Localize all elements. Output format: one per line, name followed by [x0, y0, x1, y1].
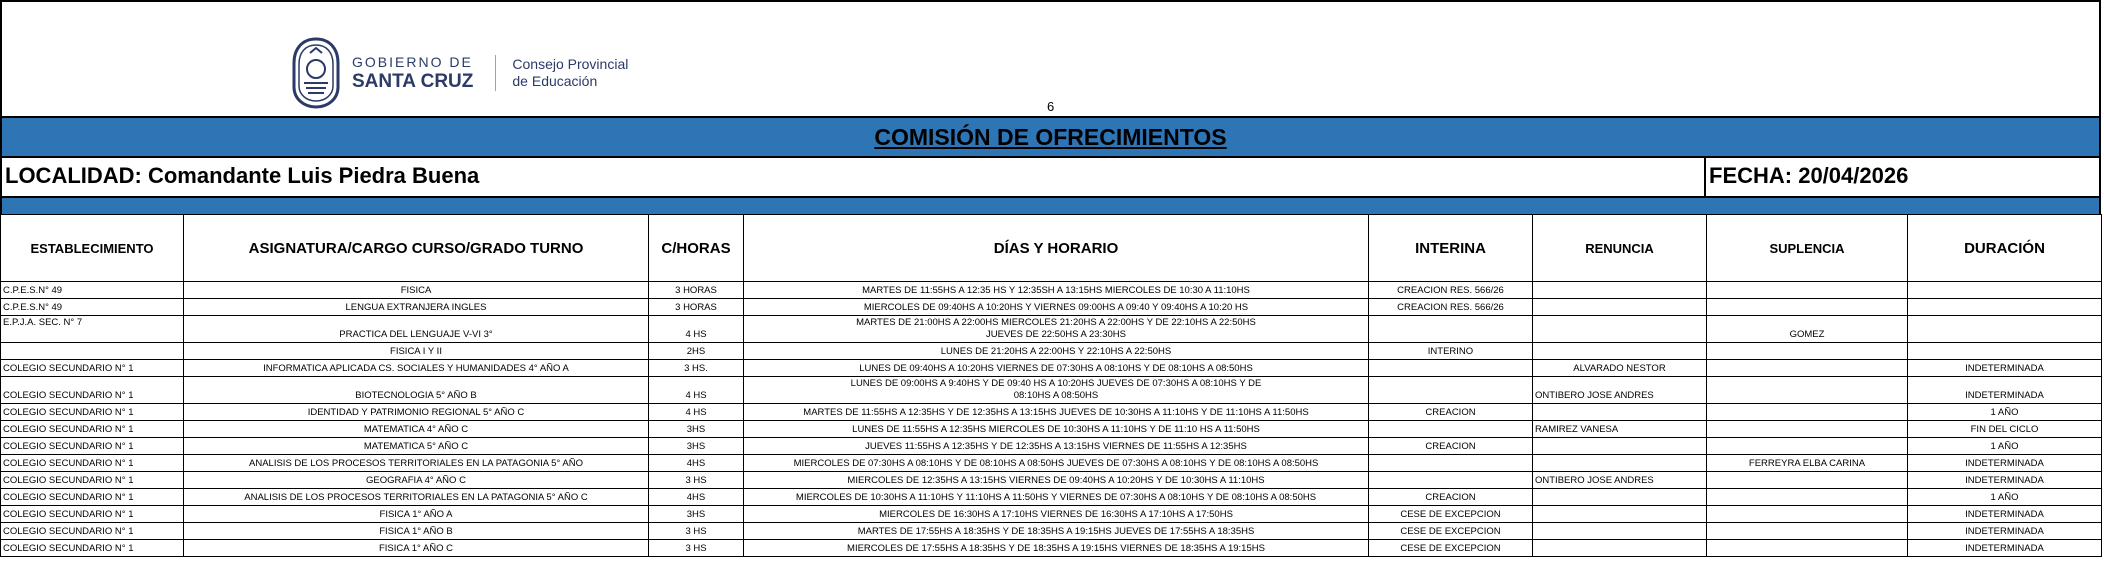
cell-duracion: 1 AÑO	[1908, 404, 2102, 421]
cell-interina: CREACION RES. 566/26	[1369, 299, 1533, 316]
cell-suplencia: GOMEZ	[1707, 316, 1908, 343]
table-row	[1, 523, 2102, 540]
cell-dias-horario: MIERCOLES DE 07:30HS A 08:10HS Y DE 08:10HS A 08:50HS JUEVES DE 07:30HS A 08:10HS Y DE 08:10HS A 08:50HS	[744, 455, 1369, 472]
cell-asignatura: FISICA 1° AÑO B	[184, 523, 649, 540]
cell-renuncia	[1533, 404, 1707, 421]
cell-renuncia: ONTIBERO JOSE ANDRES	[1533, 377, 1707, 404]
cell-renuncia	[1533, 438, 1707, 455]
cell-asignatura: IDENTIDAD Y PATRIMONIO REGIONAL 5° AÑO C	[184, 404, 649, 421]
cell-establecimiento: COLEGIO SECUNDARIO N° 1	[1, 489, 184, 506]
cell-duracion: FIN DEL CICLO	[1908, 421, 2102, 438]
table-row	[1, 506, 2102, 523]
document-title: COMISIÓN DE OFRECIMIENTOS	[874, 124, 1227, 150]
date-label: FECHA: 20/04/2026	[1709, 163, 1909, 188]
government-logo	[290, 37, 628, 109]
cell-establecimiento: COLEGIO SECUNDARIO N° 1	[1, 421, 184, 438]
cell-asignatura: MATEMATICA 5° AÑO C	[184, 438, 649, 455]
cell-establecimiento	[1, 343, 184, 360]
government-name	[352, 55, 473, 91]
council-name	[512, 56, 628, 90]
header-suplencia: SUPLENCIA	[1707, 215, 1908, 282]
cell-dias-horario: MIERCOLES DE 12:35HS A 13:15HS VIERNES DE 09:40HS A 10:20HS Y DE 10:30HS A 11:10HS	[744, 472, 1369, 489]
cell-horas: 2HS	[649, 343, 744, 360]
header-horas: C/HORAS	[649, 215, 744, 282]
gov-line1: GOBIERNO DE	[352, 54, 473, 70]
cell-horas: 3 HORAS	[649, 282, 744, 299]
cell-dias-horario: MARTES DE 21:00HS A 22:00HS MIERCOLES 21:20HS A 22:00HS Y DE 22:10HS A 22:50HS JUEVES DE 22:50HS A 23:30HS	[744, 316, 1369, 343]
cell-interina	[1369, 472, 1533, 489]
cell-suplencia	[1707, 523, 1908, 540]
cell-horas: 3 HS.	[649, 360, 744, 377]
cell-interina: CREACION RES. 566/26	[1369, 282, 1533, 299]
cell-interina: INTERINO	[1369, 343, 1533, 360]
cell-suplencia	[1707, 343, 1908, 360]
cell-suplencia	[1707, 540, 1908, 557]
cell-interina	[1369, 316, 1533, 343]
table-row	[1, 404, 2102, 421]
cell-dias-horario: MIERCOLES DE 09:40HS A 10:20HS Y VIERNES 09:00HS A 09:40 Y 09:40HS A 10:20 HS	[744, 299, 1369, 316]
cell-dias-horario: LUNES DE 21:20HS A 22:00HS Y 22:10HS A 22:50HS	[744, 343, 1369, 360]
cell-interina	[1369, 421, 1533, 438]
provincial-seal-icon	[290, 37, 342, 109]
table-header-row	[1, 215, 2102, 282]
cell-dias-horario: MARTES DE 17:55HS A 18:35HS Y DE 18:35HS A 19:15HS JUEVES DE 17:55HS A 18:35HS	[744, 523, 1369, 540]
cell-dias-horario: JUEVES 11:55HS A 12:35HS Y DE 12:35HS A 13:15HS VIERNES DE 11:55HS A 12:35HS	[744, 438, 1369, 455]
cell-interina: CESE DE EXCEPCION	[1369, 540, 1533, 557]
cell-renuncia: RAMIREZ VANESA	[1533, 421, 1707, 438]
cell-dias-horario: MARTES DE 11:55HS A 12:35 HS Y 12:35SH A 13:15HS MIERCOLES DE 10:30 A 11:10HS	[744, 282, 1369, 299]
logo-divider	[495, 55, 496, 91]
cell-suplencia	[1707, 506, 1908, 523]
cell-renuncia	[1533, 343, 1707, 360]
cell-suplencia	[1707, 282, 1908, 299]
cell-duracion	[1908, 343, 2102, 360]
cell-asignatura: FISICA 1° AÑO A	[184, 506, 649, 523]
cell-asignatura: FISICA I Y II	[184, 343, 649, 360]
table-row	[1, 472, 2102, 489]
cell-suplencia	[1707, 472, 1908, 489]
cell-renuncia	[1533, 299, 1707, 316]
cell-interina	[1369, 377, 1533, 404]
cell-duracion: INDETERMINADA	[1908, 540, 2102, 557]
cell-renuncia	[1533, 282, 1707, 299]
cell-horas: 3HS	[649, 421, 744, 438]
cell-renuncia	[1533, 523, 1707, 540]
cell-establecimiento: C.P.E.S.N° 49	[1, 299, 184, 316]
cell-establecimiento: COLEGIO SECUNDARIO N° 1	[1, 404, 184, 421]
cell-renuncia	[1533, 489, 1707, 506]
header-asignatura: ASIGNATURA/CARGO CURSO/GRADO TURNO	[184, 215, 649, 282]
logo-header	[0, 0, 2101, 116]
table-row	[1, 316, 2102, 343]
cell-establecimiento: COLEGIO SECUNDARIO N° 1	[1, 455, 184, 472]
cell-interina	[1369, 455, 1533, 472]
cell-asignatura: FISICA 1° AÑO C	[184, 540, 649, 557]
cell-interina: CESE DE EXCEPCION	[1369, 523, 1533, 540]
cell-establecimiento: COLEGIO SECUNDARIO N° 1	[1, 360, 184, 377]
cell-horas: 3 HS	[649, 523, 744, 540]
cell-establecimiento: COLEGIO SECUNDARIO N° 1	[1, 506, 184, 523]
cell-asignatura: LENGUA EXTRANJERA INGLES	[184, 299, 649, 316]
blue-separator	[0, 198, 2101, 214]
cell-renuncia	[1533, 540, 1707, 557]
gov-line2: SANTA CRUZ	[352, 71, 474, 92]
cell-asignatura: ANALISIS DE LOS PROCESOS TERRITORIALES EN LA PATAGONIA 5° AÑO C	[184, 489, 649, 506]
cell-asignatura: BIOTECNOLOGIA 5° AÑO B	[184, 377, 649, 404]
cell-establecimiento: COLEGIO SECUNDARIO N° 1	[1, 540, 184, 557]
cell-suplencia	[1707, 377, 1908, 404]
cell-renuncia	[1533, 316, 1707, 343]
cell-horas: 3 HS	[649, 540, 744, 557]
table-row	[1, 489, 2102, 506]
table-row	[1, 540, 2102, 557]
cell-horas: 4HS	[649, 455, 744, 472]
cell-duracion: INDETERMINADA	[1908, 455, 2102, 472]
table-row	[1, 360, 2102, 377]
cell-duracion: INDETERMINADA	[1908, 360, 2102, 377]
cell-asignatura: INFORMATICA APLICADA CS. SOCIALES Y HUMANIDADES 4° AÑO A	[184, 360, 649, 377]
cell-suplencia	[1707, 438, 1908, 455]
cell-duracion	[1908, 299, 2102, 316]
cell-asignatura: PRACTICA DEL LENGUAJE V-VI 3°	[184, 316, 649, 343]
header-duracion: DURACIÓN	[1908, 215, 2102, 282]
cell-dias-horario: LUNES DE 11:55HS A 12:35HS MIERCOLES DE 10:30HS A 11:10HS Y DE 11:10 HS A 11:50HS	[744, 421, 1369, 438]
header-interina: INTERINA	[1369, 215, 1533, 282]
cell-asignatura: ANALISIS DE LOS PROCESOS TERRITORIALES EN LA PATAGONIA 5° AÑO	[184, 455, 649, 472]
table-row	[1, 299, 2102, 316]
cell-horas: 4 HS	[649, 377, 744, 404]
cell-establecimiento: COLEGIO SECUNDARIO N° 1	[1, 472, 184, 489]
cell-duracion: 1 AÑO	[1908, 438, 2102, 455]
cell-renuncia: ALVARADO NESTOR	[1533, 360, 1707, 377]
cell-duracion: INDETERMINADA	[1908, 377, 2102, 404]
title-band	[0, 116, 2101, 158]
table-row	[1, 282, 2102, 299]
cell-asignatura: MATEMATICA 4° AÑO C	[184, 421, 649, 438]
cell-horas: 3HS	[649, 438, 744, 455]
cell-interina: CESE DE EXCEPCION	[1369, 506, 1533, 523]
header-renuncia: RENUNCIA	[1533, 215, 1707, 282]
cell-suplencia	[1707, 489, 1908, 506]
cell-establecimiento: COLEGIO SECUNDARIO N° 1	[1, 438, 184, 455]
cell-horas: 3 HORAS	[649, 299, 744, 316]
cell-suplencia	[1707, 360, 1908, 377]
cell-renuncia	[1533, 455, 1707, 472]
cell-dias-horario: MIERCOLES DE 16:30HS A 17:10HS VIERNES DE 16:30HS A 17:10HS A 17:50HS	[744, 506, 1369, 523]
cell-duracion: INDETERMINADA	[1908, 506, 2102, 523]
cell-establecimiento: COLEGIO SECUNDARIO N° 1	[1, 523, 184, 540]
table-row	[1, 455, 2102, 472]
cell-suplencia	[1707, 299, 1908, 316]
table-row	[1, 421, 2102, 438]
locality-band	[0, 158, 2101, 198]
cell-renuncia	[1533, 506, 1707, 523]
cell-suplencia	[1707, 421, 1908, 438]
cell-establecimiento: COLEGIO SECUNDARIO N° 1	[1, 377, 184, 404]
council-line1: Consejo Provincial	[512, 56, 629, 72]
cell-dias-horario: LUNES DE 09:40HS A 10:20HS VIERNES DE 07:30HS A 08:10HS Y DE 08:10HS A 08:50HS	[744, 360, 1369, 377]
cell-horas: 4HS	[649, 489, 744, 506]
council-line2: de Educación	[512, 73, 598, 89]
cell-establecimiento: C.P.E.S.N° 49	[1, 282, 184, 299]
cell-horas: 4 HS	[649, 316, 744, 343]
cell-dias-horario: MIERCOLES DE 17:55HS A 18:35HS Y DE 18:35HS A 19:15HS VIERNES DE 18:35HS A 19:15HS	[744, 540, 1369, 557]
cell-duracion: 1 AÑO	[1908, 489, 2102, 506]
table-row	[1, 377, 2102, 404]
cell-interina: CREACION	[1369, 438, 1533, 455]
cell-interina: CREACION	[1369, 404, 1533, 421]
locality-label: LOCALIDAD: Comandante Luis Piedra Buena	[2, 158, 1706, 196]
cell-asignatura: GEOGRAFIA 4° AÑO C	[184, 472, 649, 489]
header-dias-horario: DÍAS Y HORARIO	[744, 215, 1369, 282]
cell-duracion: INDETERMINADA	[1908, 472, 2102, 489]
cell-dias-horario: MARTES DE 11:55HS A 12:35HS Y DE 12:35HS A 13:15HS JUEVES DE 10:30HS A 11:10HS Y DE 11:10HS A 11:50HS	[744, 404, 1369, 421]
cell-asignatura: FISICA	[184, 282, 649, 299]
page-number: 6	[1047, 99, 1055, 114]
cell-dias-horario: MIERCOLES DE 10:30HS A 11:10HS Y 11:10HS A 11:50HS Y VIERNES DE 07:30HS A 08:10HS Y DE 08:10HS A 08:50HS	[744, 489, 1369, 506]
cell-interina	[1369, 360, 1533, 377]
cell-horas: 3HS	[649, 506, 744, 523]
cell-dias-horario: LUNES DE 09:00HS A 9:40HS Y DE 09:40 HS A 10:20HS JUEVES DE 07:30HS A 08:10HS Y DE 08:10HS A 08:50HS	[744, 377, 1369, 404]
cell-suplencia: FERREYRA ELBA CARINA	[1707, 455, 1908, 472]
cell-horas: 3 HS	[649, 472, 744, 489]
cell-duracion	[1908, 282, 2102, 299]
offers-table	[0, 214, 2102, 557]
header-establecimiento: ESTABLECIMIENTO	[1, 215, 184, 282]
table-row	[1, 343, 2102, 360]
cell-suplencia	[1707, 404, 1908, 421]
cell-renuncia: ONTIBERO JOSE ANDRES	[1533, 472, 1707, 489]
cell-interina: CREACION	[1369, 489, 1533, 506]
cell-establecimiento: E.P.J.A. SEC. N° 7	[1, 316, 184, 343]
cell-duracion	[1908, 316, 2102, 343]
cell-horas: 4 HS	[649, 404, 744, 421]
cell-duracion: INDETERMINADA	[1908, 523, 2102, 540]
table-row	[1, 438, 2102, 455]
